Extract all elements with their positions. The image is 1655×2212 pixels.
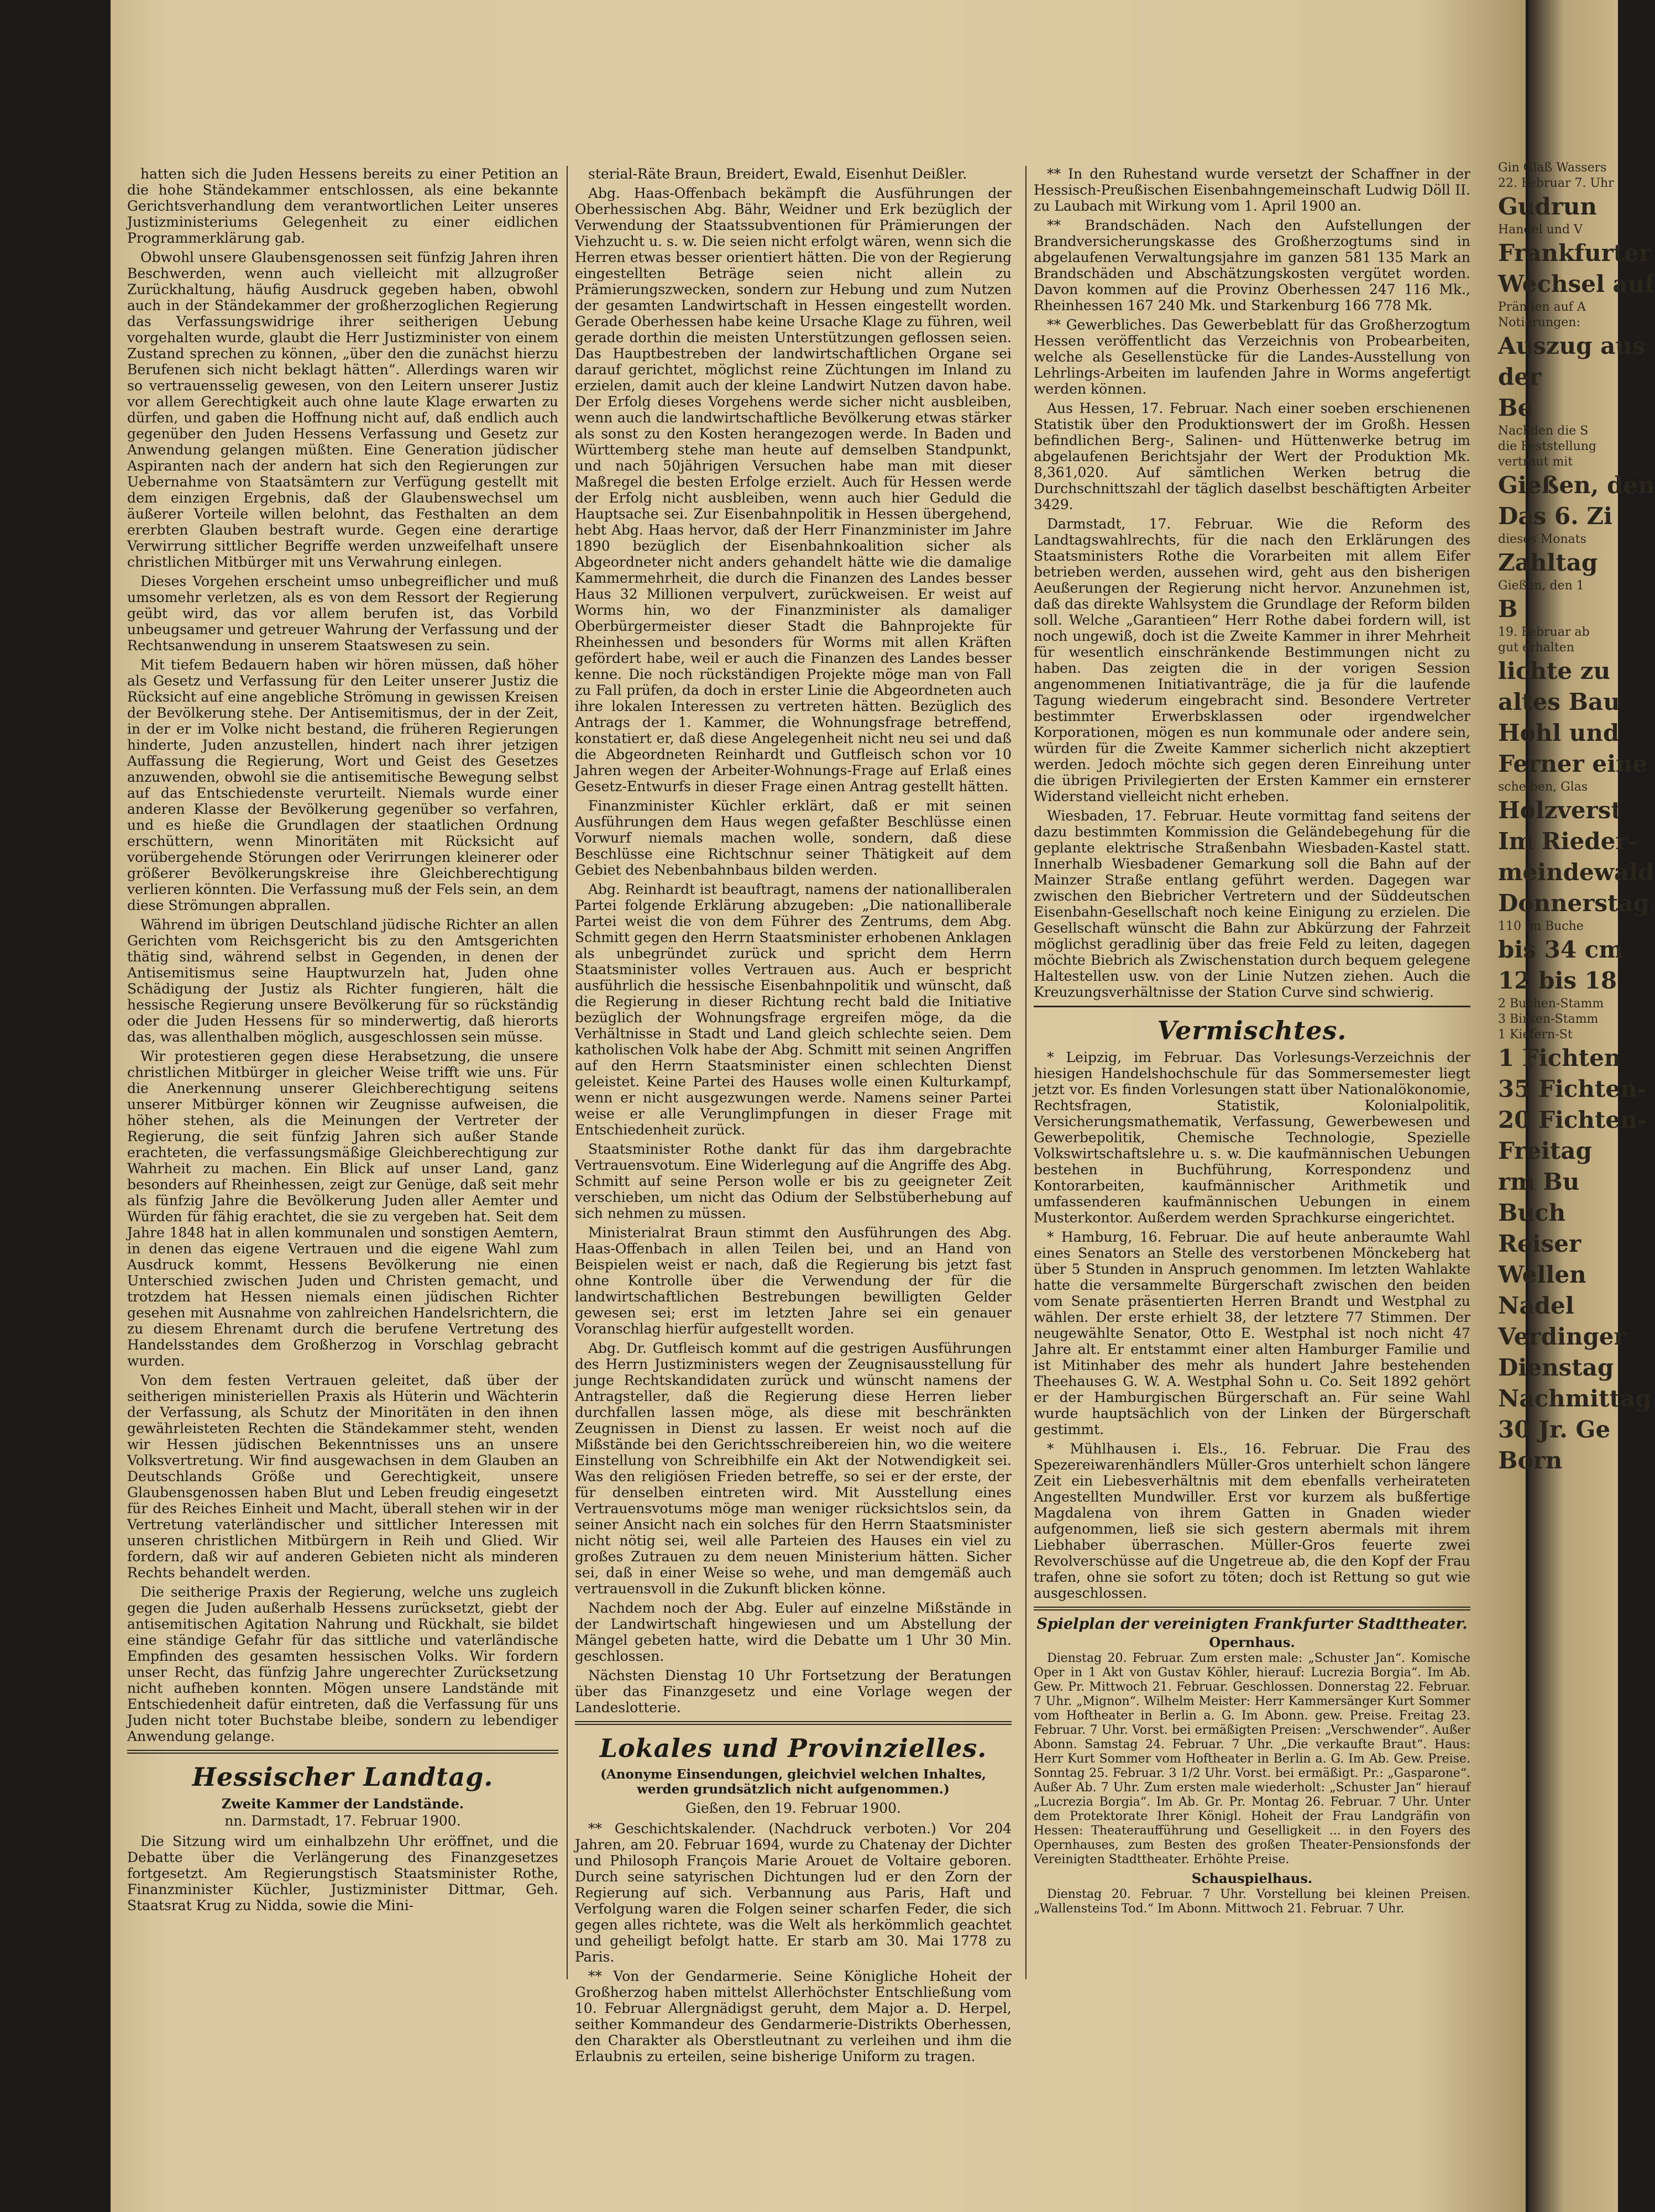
strip-line: Holzverst	[1498, 797, 1622, 824]
strip-line: vertraut mit	[1498, 455, 1573, 469]
paragraph: sterial-Räte Braun, Breidert, Ewald, Eisenhut Deißler.	[588, 166, 967, 182]
strip-line: 3 Birken-Stamm	[1498, 1012, 1599, 1026]
strip-line: Reiser	[1498, 1230, 1581, 1257]
strip-line: Frankfurter	[1498, 239, 1652, 266]
strip-line: Donnerstag	[1498, 890, 1649, 917]
column-divider	[567, 166, 568, 1979]
strip-line: Zahltag	[1498, 549, 1598, 576]
paragraph: Aus Hessen, 17. Februar. Nach einer soeben erschienenen Statistik über den Produktionswert der im Großh. Hessen befindlichen Berg-, Salinen- und Hüttenwerke betrug im abgelaufenen Berichtsjahr der Wert der Produktion Mk. 8,361,020. Auf sämtlichen Werken betrug die Durchschnittszahl der täglich daselbst beschäftigten Arbeiter 3429.	[1034, 400, 1470, 513]
paragraph: Wiesbaden, 17. Februar. Heute vormittag fand seitens der dazu bestimmten Kommission die Geländebegehung für die geplante elektrische Straßenbahn Wiesbaden-Kastel statt. Innerhalb Wiesbadener Gemarkung soll die Bahn auf der Mainzer Straße entlang geführt werden. Dagegen war zwischen den Biebricher Vertretern und der Süddeutschen Eisenbahn-Gesellschaft noch keine Einigung zu erzielen. Die Gesellschaft wünscht die Bahn zur Abkürzung der Fahrzeit möglichst geradlinig über das freie Feld zu leiten, dagegen möchte Biebrich als Zwischenstation durch bequem gelegene Haltestellen usw. von der Linie Nutzen ziehen. Auch die Kreuzungsverhältnisse der Station Curve sind schwierig.	[1034, 808, 1470, 1000]
landtag-heading: Hessischer Landtag.	[192, 1762, 494, 1792]
strip-line: 1 Kiefern-St	[1498, 1028, 1573, 1042]
strip-line: Dienstag	[1498, 1354, 1614, 1381]
strip-line: Verdinger	[1498, 1323, 1626, 1350]
paragraph: Mit tiefem Bedauern haben wir hören müssen, daß höher als Gesetz und Verfassung für den Leiter unserer Justiz die Rücksicht auf eine angebliche Strömung in gewissen Kreisen der Bevölkerung stehe. Der Antisemitismus, der in der Zeit, in der er im Volke nicht bestand, die früheren Regierungen hinderte, Juden anzustellen, hindert nach ihrer jetzigen Auffassung die Regierung, Wort und Geist des Gesetzes anzuwenden, obwohl sie die antisemitische Bewegung selbst auf das Entschiedenste verurteilt. Niemals wurde einer anderen Klasse der Bevölkerung gegenüber so verfahren, und es hieße die Grundlagen der staatlichen Ordnung erschüttern, wenn Minoritäten mit Rücksicht auf vorübergehende Störungen oder Verirrungen kleinerer oder größerer Bevölkerungskreise ihre Gleichberechtigung verlieren könnten. Die Verfassung muß der Fels sein, an dem diese Strömungen abprallen.	[127, 657, 558, 913]
strip-line: meindewald	[1498, 859, 1654, 886]
strip-line: Be	[1498, 394, 1533, 421]
strip-line: Hohl und	[1498, 719, 1620, 746]
strip-line: Notierungen:	[1498, 316, 1580, 330]
paragraph: Dieses Vorgehen erscheint umso unbegreiflicher und muß umsomehr verletzen, als es von dem Ressort der Regierung geübt wird, das vor allem berufen ist, das Vorbild unbeugsamer und getreuer Wahrung der Verfassung und der Rechtsanwendung in unserem Staatswesen zu sein.	[127, 573, 558, 653]
strip-line: Wellen	[1498, 1261, 1586, 1288]
lokales-note: (Anonyme Einsendungen, gleichviel welchen Inhaltes, werden grundsätzlich nicht aufgenommen.)	[600, 1767, 986, 1797]
paragraph: ** Gewerbliches. Das Gewerbeblatt für das Großherzogtum Hessen veröffentlicht das Verzeichnis von Probearbeiten, welche als Gesellenstücke für die Landes-Ausstellung von Lehrlings-Arbeiten im laufenden Jahre in Worms angefertigt werden können.	[1034, 317, 1470, 397]
paragraph: Staatsminister Rothe dankt für das ihm dargebrachte Vertrauensvotum. Eine Widerlegung auf die Angriffe des Abg. Schmitt auf seine Person wolle er bis zu geeigneter Zeit verschieben, um nicht das Odium der Selbstüberhebung auf sich nehmen zu müssen.	[575, 1141, 1012, 1221]
strip-line: Gudrun	[1498, 193, 1597, 220]
strip-line: Freitag	[1498, 1137, 1592, 1164]
section-divider	[1034, 1607, 1470, 1610]
strip-line: Wechsel auf	[1498, 270, 1655, 297]
vermischtes-heading: Vermischtes.	[1157, 1016, 1347, 1045]
lokales-dateline: Gießen, den 19. Februar 1900.	[685, 1800, 901, 1816]
strip-line: 19. Februar ab	[1498, 625, 1590, 639]
strip-line: bis 34 cm	[1498, 936, 1623, 963]
strip-line: scheiben, Glas	[1498, 780, 1588, 794]
landtag-subheading: Zweite Kammer der Landstände.	[221, 1796, 464, 1812]
schauspielhaus-heading: Schauspielhaus.	[1191, 1870, 1313, 1886]
strip-line: Handel und V	[1498, 223, 1583, 237]
strip-line: der	[1498, 363, 1542, 390]
news-item: * Mühlhausen i. Els., 16. Februar. Die Frau des Spezereiwarenhändlers Müller-Gros unterhielt schon längere Zeit ein Liebesverhältnis mit dem ebenfalls verheirateten Angestellten Mundwiller. Erst vor kurzem als bußfertige Magdalena von ihrem Gatten in Gnaden wieder aufgenommen, ließ sie sich gestern abermals mit ihrem Liebhaber überraschen. Müller-Gros feuerte zwei Revolverschüsse auf die Ungetreue ab, die den Kopf der Frau trafen, ohne sie sofort zu töten; doch ist Rettung so gut wie ausgeschlossen.	[1034, 1441, 1470, 1601]
strip-line: 35 Fichten-	[1498, 1075, 1647, 1102]
strip-line: rm Bu	[1498, 1168, 1580, 1195]
news-item: ** Geschichtskalender. (Nachdruck verboten.) Vor 204 Jahren, am 20. Februar 1694, wurde zu Chatenay der Dichter und Philosoph François Marie Arouet de Voltaire geboren. Durch seine satyrischen Dichtungen lud er den Zorn der Regierung auf sich. Verbannung aus Paris, Haft und Verfolgung waren die Folgen seiner scharfen Feder, die sich gegen alles richtete, was die Welt als herkömmlich geachtet und geheiligt befolgt hatte. Er starb am 30. Mai 1778 zu Paris.	[575, 1821, 1012, 1965]
strip-line: Nadel	[1498, 1292, 1574, 1319]
column-3	[1034, 166, 1470, 1920]
strip-line: Im Rieder-	[1498, 828, 1637, 855]
paragraph: Ministerialrat Braun stimmt den Ausführungen des Abg. Haas-Offenbach in allen Teilen bei, und an Hand von Beispielen weist er nach, daß die Regierung bis jetzt fast ohne Kontrolle über die Verwendung der für die landwirtschaftlichen Bestrebungen bewilligten Gelder gewesen sei; erst im letzten Jahre sei ein genauer Voranschlag hierfür aufgestellt worden.	[575, 1225, 1012, 1337]
local-news	[1034, 166, 1470, 1000]
landtag-text: Die Sitzung wird um einhalbzehn Uhr eröffnet, und die Debatte über die Verlängerung des Finanzgesetzes fortgesetzt. Am Regierungstisch Staatsminister Rothe, Finanzminister Küchler, Justizminister Dittmar, Geh. Staatsrat Krug zu Nidda, sowie die Mini-	[127, 1833, 558, 1913]
strip-line: Born	[1498, 1447, 1563, 1474]
section-divider	[1034, 1006, 1470, 1007]
opernhaus-heading: Opernhaus.	[1209, 1634, 1295, 1650]
paragraph: ** Brandschäden. Nach den Aufstellungen der Brandversicherungskasse des Großherzogtums sind in abgelaufenen Verwaltungsjahre im ganzen 581 135 Mark an Brandschäden und Abschätzungskosten vergütet worden. Davon kommen auf die Provinz Oberhessen 247 116 Mk., Rheinhessen 167 240 Mk. und Starkenburg 166 778 Mk.	[1034, 217, 1470, 313]
strip-line: lichte zu	[1498, 657, 1611, 684]
column-2	[575, 166, 1012, 2068]
news-item: ** Von der Gendarmerie. Seine Königliche Hoheit der Großherzog haben mittelst Allerhöchster Entschließung vom 10. Februar Allergnädigst geruht, dem Major a. D. Herpel, seither Kommandeur des Gendarmerie-Distrikts Oberhessen, den Charakter als Oberstleutnant zu verleihen und ihm die Erlaubnis zu erteilen, seine bisherige Uniform zu tragen.	[575, 1968, 1012, 2064]
paragraph: Obwohl unsere Glaubensgenossen seit fünfzig Jahren ihren Beschwerden, wenn auch vielleicht mit allzugroßer Zurückhaltung, häufig Ausdruck gegeben haben, obwohl auch in der Ständekammer der großherzoglichen Regierung das Verfassungswidrige ihrer seitherigen Uebung vorgehalten wurde, glaubt die Herr Justizminister von einem Zustand sprechen zu können, „über den die zunächst hierzu Berufenen sich nicht beklagt hätten“. Allerdings waren wir so vertrauensselig gewesen, von den Leitern unserer Justiz vor allem Gerechtigkeit auch ohne laute Klage erwarten zu dürfen, und gaben die Hoffnung nicht auf, daß endlich auch gegenüber den Juden Hessens Verfassung und Gesetz zur Anwendung gelangen müßten. Eine Generation jüdischer Aspiranten nach der andern hat sich den Regierungen zur Uebernahme von Staatsämtern zur Verfügung gestellt mit dem einzigen Ergebnis, daß der Glaubenswechsel um äußerer Vorteile willen belohnt, das Festhalten an dem ererbten Glauben bestraft wurde. Gegen eine derartige Verwirrung sittlicher Begriffe werden unzweifelhaft unsere christlichen Mitbürger mit uns Verwahrung einlegen.	[127, 249, 558, 570]
paragraph: Abg. Dr. Gutfleisch kommt auf die gestrigen Ausführungen des Herrn Justizministers wegen der Zeugnisausstellung für junge Rechtskandidaten zurück und wünscht namens der Antragsteller, daß die Regierung diese Herren lieber durchfallen lassen möge, als diese mit beschränkten Zeugnissen in Dienst zu lassen. Er weist noch auf die Mißstände bei den Gerichtsschreibereien hin, wo die weitere Einstellung von Schreibhilfe ein Akt der Notwendigkeit sei. Was den religiösen Frieden betreffe, so sei er der erste, der für denselben eintreten wird. Mit Ausstellung eines Vertrauensvotums möge man weniger rücksichtslos sein, da seiner Ansicht nach ein solches für den Herrn Staatsminister nicht nötig sei, weil alle Parteien des Hauses ein viel zu großes Zutrauen zu dem neuen Ministerium hätten. Sicher sei, daß in einer Weise so wehe, und man demgemäß auch vertrauensvoll in die Zukunft blicken könne.	[575, 1340, 1012, 1597]
paragraph: Von dem festen Vertrauen geleitet, daß über der seitherigen ministeriellen Praxis als Hüterin und Wächterin der Verfassung, als Schutz der Minoritäten in den ihnen gewährleisteten Rechten die Ständekammer steht, wenden wir Hessen jüdischen Bekenntnisses uns an unsere Volksvertretung. Wir find ausgewachsen in dem Glauben an Deutschlands Größe und Gerechtigkeit, unsere Glaubensgenossen haben Blut und Leben freudig eingesetzt für des Reiches Einheit und Macht, überall stehen wir in der Vertretung vaterländischer und sittlicher Interessen mit unseren christlichen Mitbürgern in Reih und Glied. Wir fordern, daß wir auf anderen Gebieten nicht als minderen Rechts behandelt werden.	[127, 1372, 558, 1581]
strip-line: B	[1498, 595, 1518, 623]
lokales-items	[575, 1821, 1012, 2064]
news-item: * Hamburg, 16. Februar. Die auf heute anberaumte Wahl eines Senators an Stelle des verstorbenen Mönckeberg hat über 5 Stunden in Anspruch genommen. Im letzten Wahlakte hatte die versammelte Bürgerschaft zwischen den beiden vom Senate präsentierten Herren Brandt und Westphal zu wählen. Der erste erhielt 38, der letztere 77 Stimmen. Der neugewählte Senator, Otto E. Westphal ist noch nicht 47 Jahre alt. Er entstammt einer alten Hamburger Familie und ist Mitinhaber des mehr als hundert Jahre bestehenden Theehauses G. W. A. Westphal Sohn u. Co. Seit 1892 gehört er der Hamburgischen Bürgerschaft an. Für seine Wahl wurde hauptsächlich von der Linken der Bürgerschaft gestimmt.	[1034, 1229, 1470, 1437]
section-divider	[127, 1750, 558, 1754]
paragraph: Abg. Haas-Offenbach bekämpft die Ausführungen der Oberhessischen Abg. Bähr, Weidner und Erk bezüglich der Verwendung der Staatssubventionen für Prämierungen der Viehzucht u. s. w. Die seien nicht erfolgt wären, wenn sich die Herren etwas besser orientiert hätten. Die von der Regierung eingestellten Beträge seien nicht allein zu Prämierungszwecken, sondern zur Hebung und zum Nutzen der gesamten Landwirtschaft in Hessen eingestellt worden. Gerade Oberhessen habe keine Ursache Klage zu führen, weil gerade dorthin die meisten Unterstützungen geflossen seien. Das Hauptbestreben der landwirtschaftlichen Organe sei darauf gerichtet, möglichst reine Züchtungen im Inland zu erzielen, damit auch der kleine Landwirt Nutzen davon habe. Der Erfolg dieses Vorgehens werde sicher nicht ausbleiben, wenn auch die landwirtschaftliche Bevölkerung etwas stärker als sonst zu den Kosten herangezogen werde. In Baden und Württemberg stehe man heute auf demselben Standpunkt, und nach 50jährigen Versuchen habe man mit dieser Maßregel die besten Erfolge erzielt. Auch für Hessen werde der Erfolg nicht ausbleiben, wenn auch hier Geduld die Hauptsache sei. Zur Eisenbahnpolitik in Hessen übergehend, hebt Abg. Haas hervor, daß der Herr Finanzminister im Jahre 1890 bezüglich der Eisenbahnkoalition sicher als Abgeordneter nicht anders gehandelt hätte wie die damalige Kammermehrheit, die durch die Finanzen des Landes besser Haus 32 Millionen verpulvert, zurückweisen. Er weist auf Worms hin, wo der Finanzminister als damaliger Oberbürgermeister dieser Stadt die Bahnprojekte für Rheinhessen und besonders für Worms mit allen Kräften gefördert habe, weil er auch die Finanzen des Landes besser kenne. Die noch rückständigen Projekte möge man von Fall zu Fall prüfen, da doch in erster Linie die Abgeordneten auch ihre lokalen Interessen zu vertreten hätten. Bezüglich des Antrags der 1. Kammer, die Wohnungsfrage betreffend, konstatiert er, daß diese Angelegenheit nicht neu sei und daß die Abgeordneten Reinhardt und Gutfleisch schon vor 10 Jahren wegen der Arbeiter-Wohnungs-Frage auf Erlaß eines Gesetz-Entwurfs in dieser Frage einen Antrag gestellt hätten.	[575, 185, 1012, 794]
lokales-heading: Lokales und Provinzielles.	[599, 1733, 987, 1763]
strip-line: Gießen, den 1	[1498, 579, 1584, 593]
paragraph: Darmstadt, 17. Februar. Wie die Reform des Landtagswahlrechts, für die nach den Erklärungen des Staatsministers Rothe die Vorarbeiten mit allem Eifer betrieben werden, aussehen wird, geht aus den bisherigen Aeußerungen der Regierung nicht hervor. Anzunehmen ist, daß das direkte Wahlsystem die Grundlage der Reform bilden soll. Welche „Garantieen“ Herr Rothe dabei fordern will, ist noch ungewiß, doch ist die Zweite Kammer in ihrer Mehrheit für wesentlich einschränkende Bestimmungen nicht zu haben. Das zeigten die in der vorigen Session angenommenen Initiativanträge, die ja für die laufende Tagung wiederum eingebracht sind. Besondere Vertreter bestimmter Erwerbsklassen oder irgendwelcher Korporationen, mögen es nun kommunale oder andere sein, würden für die Zweite Kammer sicherlich nicht akzeptiert werden. Jedoch möchte sich gegen deren Einreihung unter die übrigen Privilegierten der Ersten Kammer ein ernsterer Widerstand vielleicht nicht erheben.	[1034, 516, 1470, 804]
strip-line: 22. Februar 7. Uhr	[1498, 176, 1614, 190]
strip-line: Gießen, den	[1498, 472, 1655, 499]
article-petition	[127, 166, 558, 1744]
strip-line: Das 6. Zi	[1498, 503, 1612, 530]
schauspielhaus-text: Dienstag 20. Februar. 7 Uhr. Vorstellung bei kleinen Preisen. „Wallensteins Tod.“ Im Abonn. Mittwoch 21. Februar. 7 Uhr.	[1034, 1887, 1470, 1916]
paragraph: Finanzminister Küchler erklärt, daß er mit seinen Ausführungen dem Haus wegen gefaßter Beschlüsse einen Vorwurf niemals machen wolle, sondern, daß diese Beschlüsse eine Richtschnur seiner Thätigkeit auf dem Gebiet des Nebenbahnbaus bilden werden.	[575, 798, 1012, 878]
paragraph: Die seitherige Praxis der Regierung, welche uns zugleich gegen die Juden außerhalb Hessens zurücksetzt, giebt der antisemitischen Agitation Nahrung und Rückhalt, sie bildet eine ständige Gefahr für das sittliche und vaterländische Empfinden des gesamten hessischen Volks. Wir fordern unser Recht, das fünfzig Jahre ungerechter Zurücksetzung nicht aufheben konnten. Mögen unsere Landstände mit Entschiedenheit dafür eintreten, daß die Verfassung für uns Juden nicht toter Buchstabe bleibe, sondern zu lebendiger Anwendung gelange.	[127, 1584, 558, 1744]
paragraph: Nächsten Dienstag 10 Uhr Fortsetzung der Beratungen über das Finanzgesetz und eine Vorlage wegen der Landeslotterie.	[575, 1667, 1012, 1716]
vermischtes-items	[1034, 1049, 1470, 1601]
strip-line: 1 Fichten	[1498, 1044, 1621, 1071]
column-divider	[1025, 166, 1026, 1979]
strip-line: Nachmittag	[1498, 1385, 1652, 1412]
strip-line: 110 fm Buche	[1498, 919, 1584, 933]
strip-line: dieses Monats	[1498, 532, 1586, 546]
strip-line: Prämien auf A	[1498, 300, 1586, 314]
strip-line: Auszug aus	[1498, 332, 1646, 359]
strip-line: die Feststellung	[1498, 440, 1596, 453]
article-landtag-continued	[575, 166, 1012, 1716]
adjacent-page-strip	[1498, 160, 1655, 2106]
column-1	[127, 166, 558, 1917]
strip-line: gut erhalten	[1498, 641, 1574, 655]
strip-line: Buch	[1498, 1199, 1566, 1226]
opernhaus-text: Dienstag 20. Februar. Zum ersten male: „Schuster Jan“. Komische Oper in 1 Akt von Gustav Köhler, hierauf: Lucrezia Borgia“. Im Ab. Gew. Pr. Mittwoch 21. Februar. Geschlossen. Donnerstag 22. Februar. 7 Uhr. „Mignon“. Wilhelm Meister: Herr Kammersänger Kurt Sommer vom Hoftheater in Berlin a. G. Im Abonn. gew. Preise. Freitag 23. Februar. 7 Uhr. Vorst. bei ermäßigten Preisen: „Verschwender“. Außer Abonn. Samstag 24. Februar. 7 Uhr. „Die verkaufte Braut“. Haus: Herr Kurt Sommer vom Hoftheater in Berlin a. G. Im Ab. Gew. Preise. Sonntag 25. Februar. 3 1/2 Uhr. Vorst. bei ermäßigt. Pr.: „Gasparone“. Außer Ab. 7 Uhr. Zum ersten male wiederholt: „Schuster Jan“ hierauf „Lucrezia Borgia“. Im Ab. Gr. Pr. Montag 26. Februar. 7 Uhr. Unter dem Protektorate Ihrer Königl. Hoheit der Frau Landgräfin von Hessen: Theateraufführung und Geselligkeit ... in den Foyers des Opernhauses, zum Besten des großen Theater-Pensionsfonds der Vereinigten Stadttheater. Erhöhte Preise.	[1034, 1651, 1470, 1866]
strip-line: Ferner eine	[1498, 750, 1648, 777]
spielplan-heading: Spielplan der vereinigten Frankfurter Stadttheater.	[1036, 1615, 1468, 1633]
landtag-dateline: nn. Darmstadt, 17. Februar 1900.	[224, 1813, 461, 1829]
strip-line: altes Bau	[1498, 688, 1620, 715]
paragraph: hatten sich die Juden Hessens bereits zu einer Petition an die hohe Ständekammer entschlossen, als eine bekannte Gerichtsverhandlung dem verantwortlichen Leiter unseres Justizministeriums Gelegenheit zu einer eidlichen Programmerklärung gab.	[127, 166, 558, 246]
strip-line: 20 Fichten-	[1498, 1106, 1647, 1133]
paragraph: Wir protestieren gegen diese Herabsetzung, die unsere christlichen Mitbürger in gleicher Weise trifft wie uns. Für die Anerkennung unserer Gleichberechtigung seitens unserer Mitbürger können wir Zeugnisse aufweisen, die höher stehen, als die Meinungen der Vertreter der Regierung, die seit fünfzig Jahren sich außer Stande erachteten, die verfassungsmäßige Gleichberechtigung zur Wahrheit zu machen. Ein Blick auf unser Land, ganz besonders auf Rheinhessen, zeigt zur Genüge, daß seit mehr als fünfzig Jahre die Bevölkerung Juden aller Aemter und Würden für fähig erachtet, die sie zu vergeben hat. Seit dem Jahre 1848 hat in allen kommunalen und sonstigen Aemtern, in denen das eigene Vertrauen und die eigene Wahl zum Ausdruck kommt, Hessens Bevölkerung nie einen Unterschied zwischen Juden und Christen gemacht, und trotzdem hat Hessen niemals einen jüdischen Richter gesehen mit Ausnahme von zahlreichen Handelsrichtern, die zu diesem Ehrenamt durch die berufene Vertretung des Handelsstandes dem Großherzog in Vorschlag gebracht wurden.	[127, 1048, 558, 1369]
paragraph: Während im übrigen Deutschland jüdische Richter an allen Gerichten vom Reichsgericht bis zu den Amtsgerichten thätig sind, während selbst in Gegenden, in denen der Antisemitismus seine Hauptwurzeln hat, Juden ohne Schädigung der Justiz als Richter fungieren, hält die hessische Regierung unsere Bevölkerung für so rückständig oder die Juden Hessens für so minderwertig, daß hierorts das, was allenthalben möglich, ausgeschlossen sein müsse.	[127, 917, 558, 1045]
strip-line: 12 bis 18	[1498, 967, 1617, 994]
section-divider	[575, 1721, 1012, 1725]
news-item: * Leipzig, im Februar. Das Vorlesungs-Verzeichnis der hiesigen Handelshochschule für das Sommersemester liegt jetzt vor. Es finden Vorlesungen statt über Nationalökonomie, Rechtsfragen, Statistik, Kolonialpolitik, Versicherungsmathematik, Verfassung, Gewerbewesen und Gewerbepolitik, Chemische Technologie, Spezielle Volkswirtschaftslehre u. s. w. Die kaufmännischen Uebungen bestehen in Buchführung, Korrespondenz und Kontorarbeiten, kaufmännischer Arithmetik und umfassenderen kaufmännischen Uebungen in einem Musterkontor. Außerdem werden Sprachkurse eingerichtet.	[1034, 1049, 1470, 1226]
strip-line: 30 Jr. Ge	[1498, 1416, 1611, 1443]
strip-line: Nachden die S	[1498, 424, 1589, 438]
paragraph: ** In den Ruhestand wurde versetzt der Schaffner in der Hessisch-Preußischen Eisenbahngemeinschaft Ludwig Döll II. zu Laubach mit Wirkung vom 1. April 1900 an.	[1034, 166, 1470, 214]
strip-line: 2 Buchen-Stamm	[1498, 997, 1604, 1011]
paragraph: Nachdem noch der Abg. Euler auf einzelne Mißstände in der Landwirtschaft hingewiesen und um Abstellung der Mängel gebeten hatte, wird die Debatte um 1 Uhr 30 Min. geschlossen.	[575, 1600, 1012, 1664]
strip-line: Gin Glaß Wassers	[1498, 161, 1607, 175]
paragraph: Abg. Reinhardt ist beauftragt, namens der nationalliberalen Partei folgende Erklärung abzugeben: „Die nationalliberale Partei weist die von dem Führer des Zentrums, dem Abg. Schmitt gegen den Herrn Staatsminister erhobenen Anklagen als unbegründet zurück und spricht dem Herrn Staatsminister volles Vertrauen aus. Auch er bespricht ausführlich die hessische Eisenbahnpolitik und wünscht, daß die Regierung in dieser Richtung recht bald die Initiative bezüglich der Wohnungsfrage ergreifen möge, da die Verhältnisse in Stadt und Land gleich schlechte seien. Dem katholischen Volk habe der Abg. Schmitt mit seinen Angriffen auf den Herrn Staatsminister einen schlechten Dienst geleistet. Keine Partei des Hauses wolle einen Kulturkampf, wenn er nicht ausgezwungen werde. Namens seiner Partei weise er alle Verunglimpfungen in dieser Frage mit Entschiedenheit zurück.	[575, 881, 1012, 1138]
